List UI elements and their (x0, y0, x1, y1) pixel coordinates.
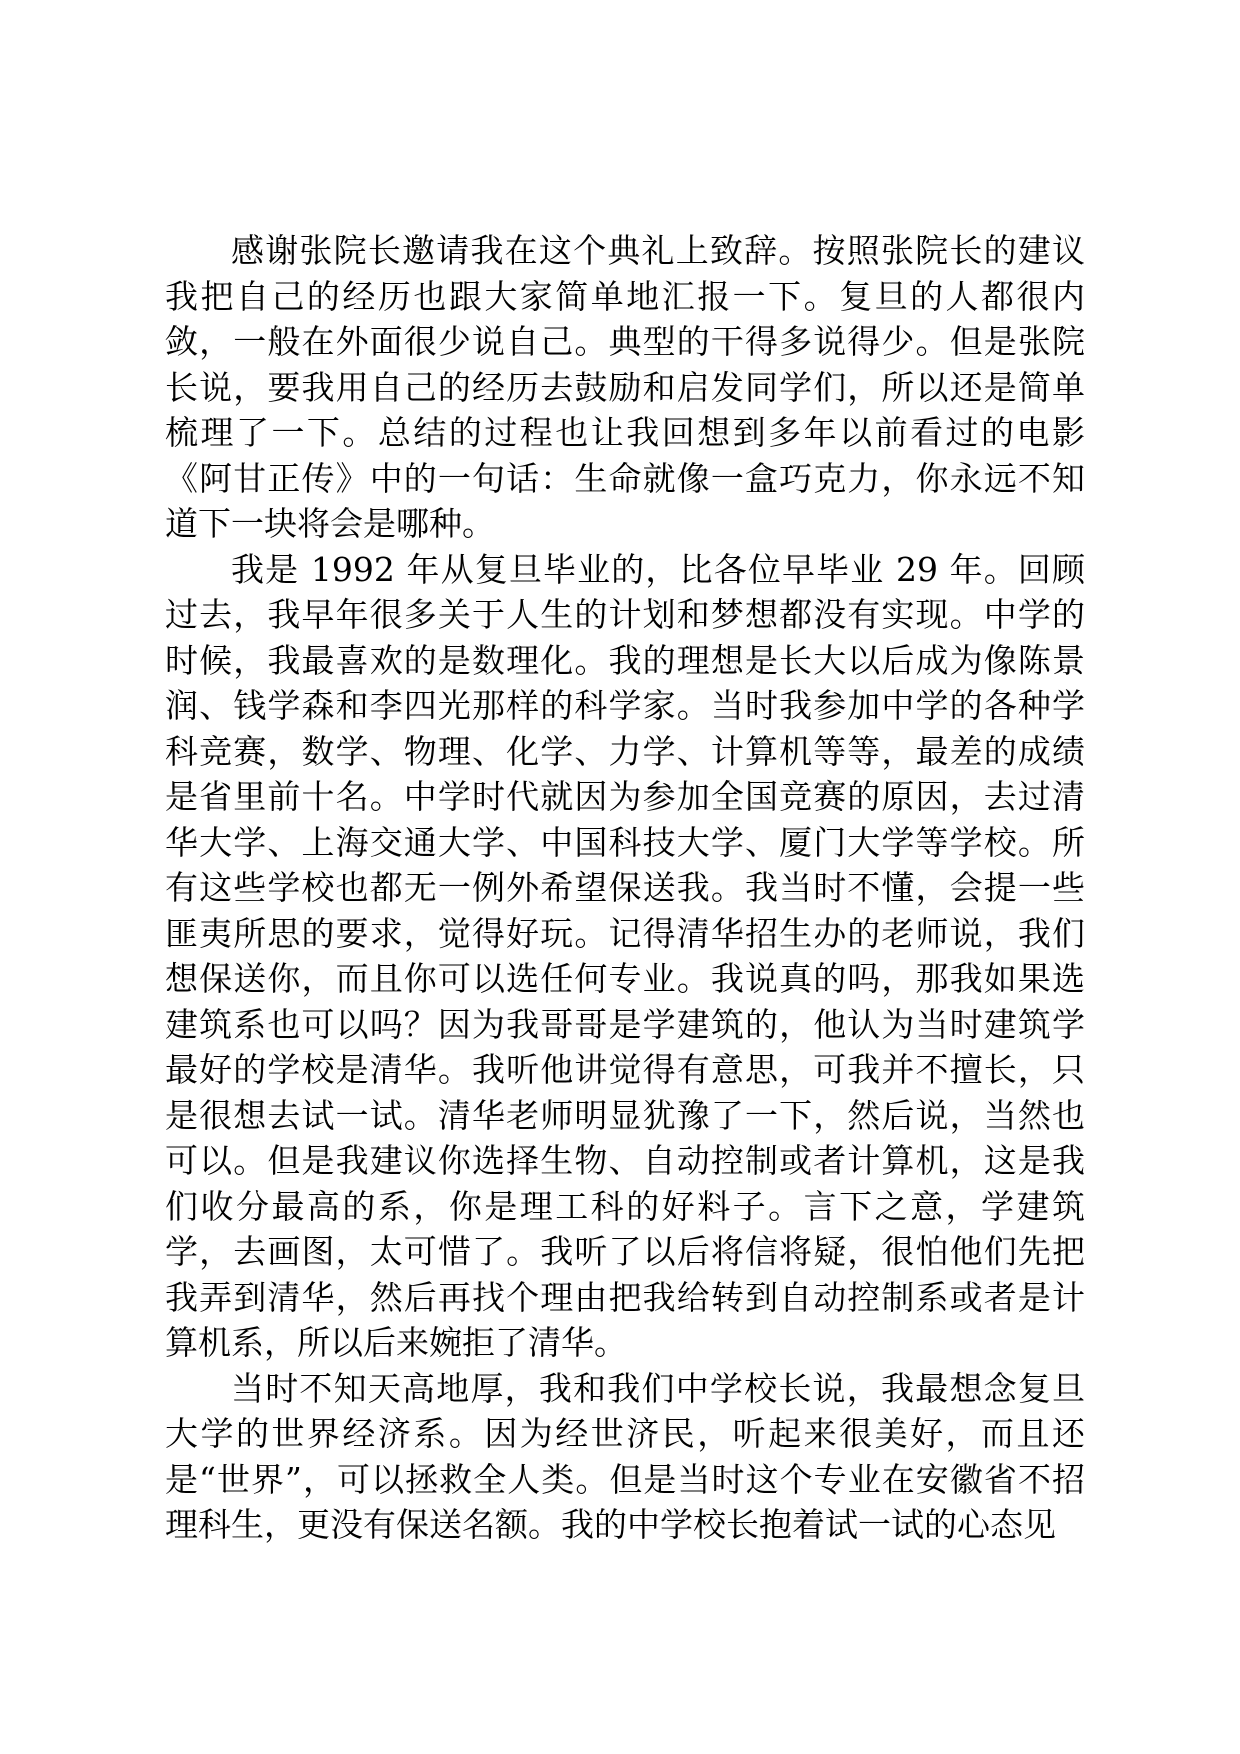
paragraph-3: 当时不知天高地厚，我和我们中学校长说，我最想念复旦大学的世界经济系。因为经世济民，听起来很美好，而且还是“世界”，可以拯救全人类。但是当时这个专业在安徽省不招理科生，更没有保送名额。我的中学校长抱着试一试的心态见 (165, 1368, 1085, 1544)
document-body (165, 228, 1085, 1548)
paragraph-1: 感谢张院长邀请我在这个典礼上致辞。按照张院长的建议我把自己的经历也跟大家简单地汇报一下。复旦的人都很内敛，一般在外面很少说自己。典型的干得多说得少。但是张院长说，要我用自己的经历去鼓励和启发同学们，所以还是简单梳理了一下。总结的过程也让我回想到多年以前看过的电影《阿甘正传》中的一句话：生命就像一盒巧克力，你永远不知道下一块将会是哪种。 (165, 231, 1085, 543)
paragraph-2: 我是 1992 年从复旦毕业的，比各位早毕业 29 年。回顾过去，我早年很多关于人生的计划和梦想都没有实现。中学的时候，我最喜欢的是数理化。我的理想是长大以后成为像陈景润、钱学森和李四光那样的科学家。当时我参加中学的各种学科竞赛，数学、物理、化学、力学、计算机等等，最差的成绩是省里前十名。中学时代就因为参加全国竞赛的原因，去过清华大学、上海交通大学、中国科技大学、厦门大学等学校。所有这些学校也都无一例外希望保送我。我当时不懂，会提一些匪夷所思的要求，觉得好玩。记得清华招生办的老师说，我们想保送你，而且你可以选任何专业。我说真的吗，那我如果选建筑系也可以吗？因为我哥哥是学建筑的，他认为当时建筑学最好的学校是清华。我听他讲觉得有意思，可我并不擅长，只是很想去试一试。清华老师明显犹豫了一下，然后说，当然也可以。但是我建议你选择生物、自动控制或者计算机，这是我们收分最高的系，你是理工科的好料子。言下之意，学建筑学，去画图，太可惜了。我听了以后将信将疑，很怕他们先把我弄到清华，然后再找个理由把我给转到自动控制系或者是计算机系，所以后来婉拒了清华。 (165, 549, 1085, 1362)
